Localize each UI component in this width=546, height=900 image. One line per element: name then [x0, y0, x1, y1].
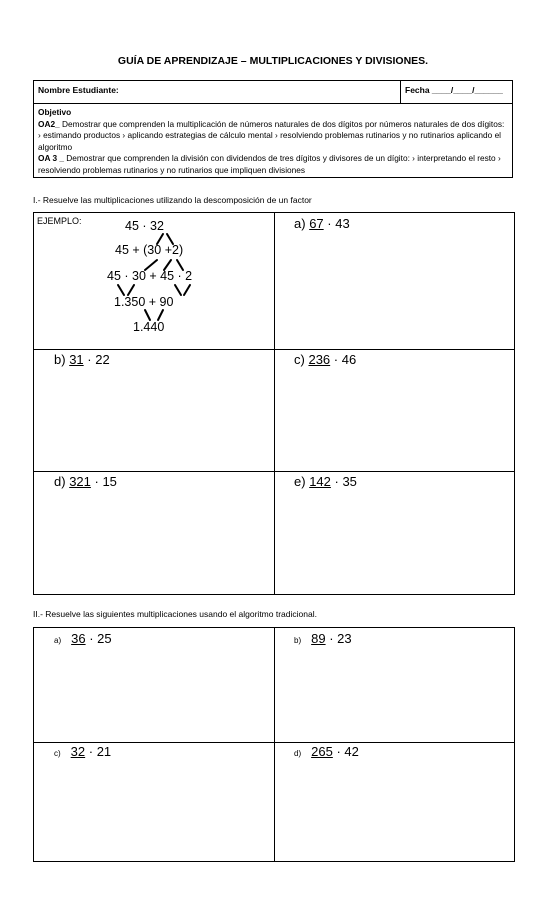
page-title: GUÍA DE APRENDIZAJE – MULTIPLICACIONES Y DIVISIONES. — [117, 55, 429, 67]
student-name-field[interactable]: Nombre Estudiante: — [38, 85, 119, 95]
example-line: 1.350 + 90 — [114, 295, 174, 309]
grid-divider — [34, 742, 514, 743]
problem-b[interactable]: b) 31 · 22 — [54, 352, 110, 367]
example-line: 45 + (30 +2) — [115, 243, 184, 257]
problem-d[interactable]: d) 321 · 15 — [54, 474, 117, 489]
oa2-text: Demostrar que comprenden la multiplicación de números naturales de dos dígitos por números naturales de dos dígitos: › estimando productos › aplicando estrategias de cálculo mental › resolviendo problemas rutinarios y no rutinarios aplicando el algoritmo — [38, 118, 505, 152]
section1-instruction: I.- Resuelve las multiplicaciones utilizando la descomposición de un factor — [33, 195, 312, 205]
oa3-text: Demostrar que comprenden la división con dividendos de tres dígitos y divisores de un dígito: › interpretando el resto › resolviendo problemas rutinarios y no rutinarios que impliquen divisiones — [38, 153, 501, 175]
problem-d[interactable]: d) 265 · 42 — [294, 744, 359, 759]
problem-b[interactable]: b) 89 · 23 — [294, 631, 352, 646]
header-table — [33, 80, 513, 178]
example-label: EJEMPLO: — [37, 216, 82, 226]
problem-a[interactable]: a) 67 · 43 — [294, 216, 350, 231]
objectives-block — [38, 107, 508, 176]
problem-c[interactable]: c) 236 · 46 — [294, 352, 357, 367]
section2-instruction: II.- Resuelve las siguientes multiplicaciones usando el algoritmo tradicional. — [33, 609, 317, 619]
section2-grid — [33, 627, 515, 862]
grid-divider — [34, 349, 514, 350]
grid-divider — [274, 213, 275, 594]
problem-a[interactable]: a) 36 · 25 — [54, 631, 112, 646]
objectives-heading: Objetivo — [38, 107, 72, 117]
problem-e[interactable]: e) 142 · 35 — [294, 474, 357, 489]
oa3-code: OA 3 _ — [38, 153, 64, 163]
problem-c[interactable]: c) 32 · 21 — [54, 744, 112, 759]
example-line: 1.440 — [133, 320, 165, 334]
oa2-code: OA2_ — [38, 118, 60, 129]
grid-divider — [34, 471, 514, 472]
decomposition-arrows — [34, 213, 274, 349]
example-line: 45 · 32 — [125, 219, 164, 233]
grid-divider — [274, 628, 275, 861]
section1-grid — [33, 212, 515, 595]
date-field[interactable]: Fecha ____/____/______ — [400, 81, 512, 103]
header-row — [34, 81, 512, 104]
example-line: 45 · 30 + 45 · 2 — [107, 269, 193, 283]
